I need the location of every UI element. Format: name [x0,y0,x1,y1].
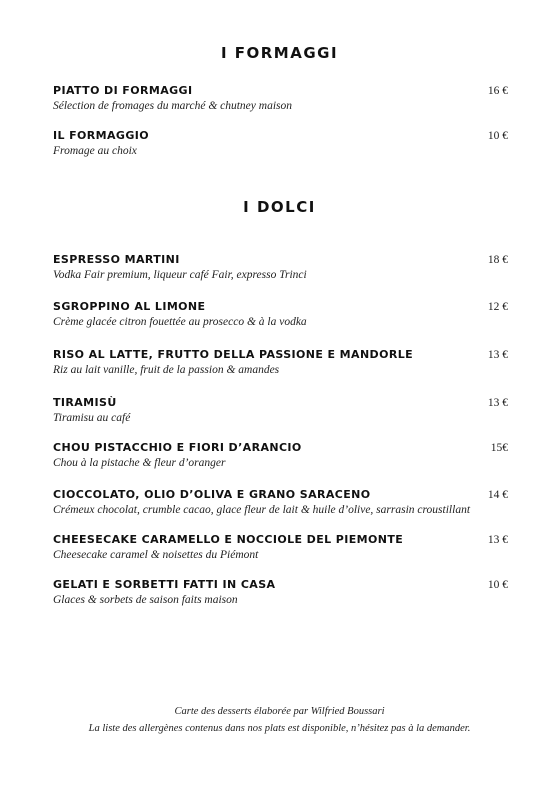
menu-item [53,253,508,283]
item-description: Riz au lait vanille, fruit de la passion & amandes [53,364,280,376]
item-price: 10 € [487,579,508,591]
section-title-formaggi: I FORMAGGI [220,44,339,62]
menu-item [53,488,508,518]
item-name: SGROPPINO AL LIMONE [53,300,206,313]
item-name: PIATTO DI FORMAGGI [53,84,193,97]
menu-item [53,129,508,159]
item-price: 13 € [487,534,508,546]
item-name: IL FORMAGGIO [53,129,150,142]
item-price: 15€ [490,442,508,454]
item-price: 14 € [487,489,508,501]
item-price: 16 € [487,85,508,97]
item-description: Glaces & sorbets de saison faits maison [53,594,238,606]
footer-chef-credit: Carte des desserts élaborée par Wilfried Boussari [174,706,385,717]
item-name: GELATI E SORBETTI FATTI IN CASA [53,578,276,591]
item-description: Vodka Fair premium, liqueur café Fair, expresso Trinci [53,269,307,281]
menu-item [53,348,508,378]
item-name: RISO AL LATTE, FRUTTO DELLA PASSIONE E MANDORLE [53,348,414,361]
item-price: 12 € [487,301,508,313]
item-description: Tiramisu au café [53,412,131,424]
menu-item [53,300,508,330]
item-description: Fromage au choix [53,145,137,157]
item-description: Crème glacée citron fouettée au prosecco & à la vodka [53,316,307,328]
item-price: 13 € [487,349,508,361]
item-name: TIRAMISÙ [53,396,117,409]
item-name: CIOCCOLATO, OLIO D’OLIVA E GRANO SARACENO [53,488,371,501]
item-description: Crémeux chocolat, crumble cacao, glace fleur de lait & huile d’olive, sarrasin croustillant [53,504,471,516]
footer-allergen-notice: La liste des allergènes contenus dans nos plats est disponible, n’hésitez pas à la demander. [88,723,471,734]
item-name: CHOU PISTACCHIO E FIORI D’ARANCIO [53,441,302,454]
menu-item [53,396,508,426]
item-description: Cheesecake caramel & noisettes du Piémont [53,549,259,561]
item-name: CHEESECAKE CARAMELLO E NOCCIOLE DEL PIEMONTE [53,533,404,546]
item-name: ESPRESSO MARTINI [53,253,180,266]
item-description: Chou à la pistache & fleur d’oranger [53,457,226,469]
menu-item [53,578,508,608]
menu-item [53,441,508,471]
item-description: Sélection de fromages du marché & chutney maison [53,100,292,112]
section-title-dolci: I DOLCI [243,198,316,216]
item-price: 13 € [487,397,508,409]
menu-item [53,84,508,114]
item-price: 18 € [487,254,508,266]
item-price: 10 € [487,130,508,142]
menu-item [53,533,508,563]
